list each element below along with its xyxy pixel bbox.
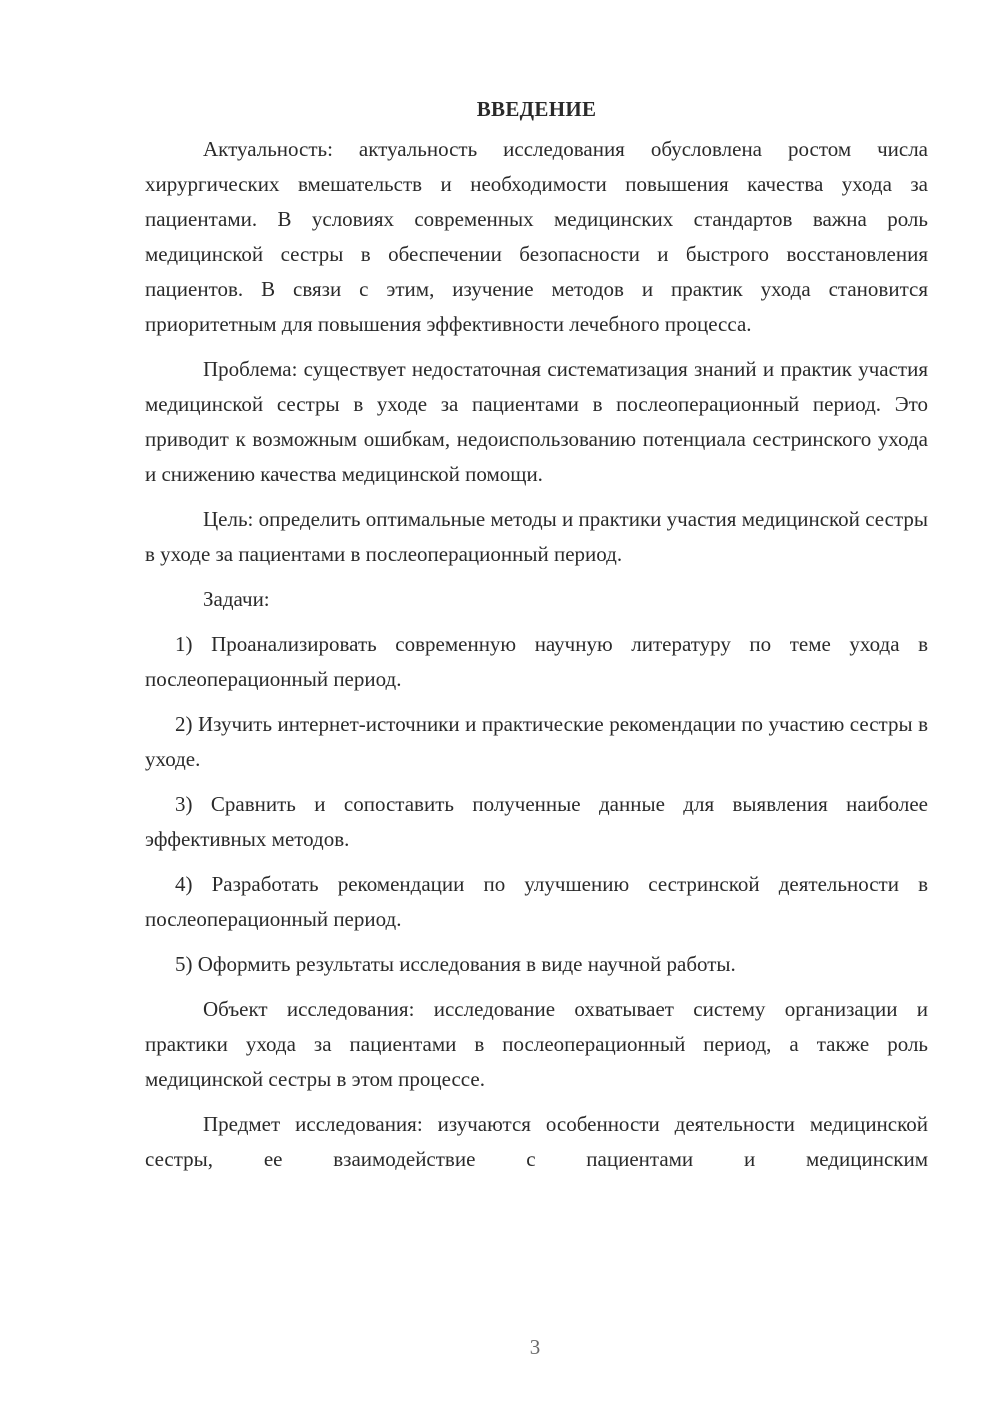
task-item-1: 1) Проанализировать современную научную литературу по теме ухода в послеоперационный период. [145, 632, 928, 691]
task-item-4: 4) Разработать рекомендации по улучшению сестринской деятельности в послеоперационный период. [145, 872, 928, 931]
page-title: ВВЕДЕНИЕ [476, 97, 597, 121]
page-number: 3 [529, 1335, 541, 1359]
relevance-paragraph: Актуальность: актуальность исследования обусловлена ростом числа хирургических вмешательств и необходимости повышения качества ухода за пациентами. В условиях современных медицинских стандартов важна роль медицинской сестры в обеспечении безопасности и быстрого восстановления пациентов. В связи с этим, изучение методов и практик ухода становится приоритетным для повышения эффективности лечебного процесса. [145, 137, 928, 336]
document-page [145, 92, 928, 1187]
task-item-3: 3) Сравнить и сопоставить полученные данные для выявления наиболее эффективных методов. [145, 792, 928, 851]
object-paragraph: Объект исследования: исследование охватывает систему организации и практики ухода за пациентами в послеоперационный период, а также роль медицинской сестры в этом процессе. [145, 997, 928, 1091]
task-item-5: 5) Оформить результаты исследования в виде научной работы. [175, 952, 736, 976]
tasks-title: Задачи: [203, 587, 270, 611]
problem-paragraph: Проблема: существует недостаточная систематизация знаний и практик участия медицинской сестры в уходе за пациентами в послеоперационный период. Это приводит к возможным ошибкам, недоиспользованию потенциала сестринского ухода и снижению качества медицинской помощи. [145, 357, 928, 486]
task-item-2: 2) Изучить интернет-источники и практические рекомендации по участию сестры в уходе. [145, 712, 928, 771]
subject-paragraph: Предмет исследования: изучаются особенности деятельности медицинской сестры, ее взаимодействие с пациентами и медицинским [145, 1112, 928, 1171]
goal-paragraph: Цель: определить оптимальные методы и практики участия медицинской сестры в уходе за пациентами в послеоперационный период. [145, 507, 928, 566]
